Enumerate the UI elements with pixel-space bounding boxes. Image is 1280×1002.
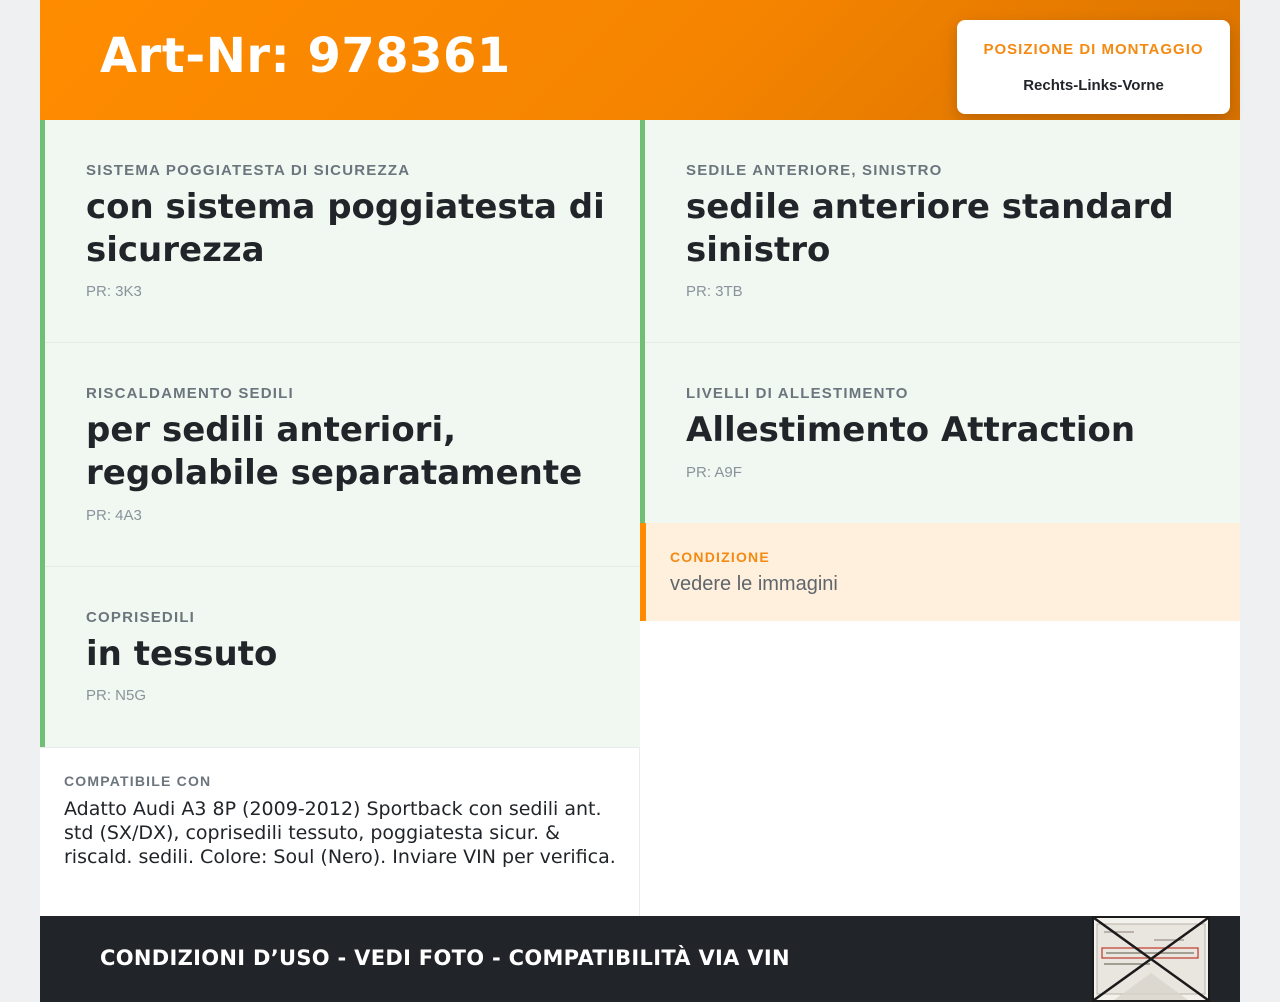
product-sheet <box>40 0 1240 1002</box>
compatibility-label: COMPATIBILE CON <box>64 773 212 789</box>
spec-label: COPRISEDILI <box>86 609 196 626</box>
footer-text: CONDIZIONI D’USO - VEDI FOTO - COMPATIBILITÀ VIA VIN <box>100 946 790 970</box>
spec-value: per sedili anteriori, regolabile separatamente <box>86 410 583 493</box>
row-divider <box>45 566 640 567</box>
spec-pr-code: PR: 3TB <box>686 283 743 300</box>
header-bar <box>40 0 1240 120</box>
condition-label: CONDIZIONE <box>670 549 770 565</box>
spec-cell-seat-heating <box>40 343 640 567</box>
mounting-position-value: Rechts-Links-Vorne <box>1023 77 1164 94</box>
spec-cell-seat-covers <box>40 567 640 747</box>
row-divider <box>645 342 1240 343</box>
spec-pr-code: PR: 3K3 <box>86 283 142 300</box>
footer-bar <box>40 916 1240 1002</box>
spec-cell-headrest <box>40 120 640 343</box>
spec-pr-code: PR: 4A3 <box>86 507 142 524</box>
spec-value: con sistema poggiatesta di sicurezza <box>86 187 605 270</box>
label-photo-thumbnail[interactable] <box>1092 916 1210 1002</box>
spec-pr-code: PR: A9F <box>686 464 742 481</box>
spec-value: sedile anteriore standard sinistro <box>686 187 1174 270</box>
compatibility-text: Adatto Audi A3 8P (2009-2012) Sportback con sedili ant. std (SX/DX), coprisedili tessuto, poggiatesta sicur. & riscald. sedili. Colore: Soul (Nero). Inviare VIN per verifica. <box>64 798 616 868</box>
mounting-position-card <box>957 20 1230 114</box>
compatibility-section <box>40 747 640 916</box>
row-divider <box>45 342 640 343</box>
spec-label: RISCALDAMENTO SEDILI <box>86 385 294 402</box>
condition-box <box>640 523 1240 621</box>
spec-value: Allestimento Attraction <box>686 410 1136 450</box>
spec-cell-trim-level <box>640 343 1240 523</box>
article-number: Art-Nr: 978361 <box>100 28 511 84</box>
spec-cell-front-seat-left <box>640 120 1240 343</box>
part-label-image <box>1094 918 1208 1000</box>
spec-label: SISTEMA POGGIATESTA DI SICUREZZA <box>86 162 411 179</box>
condition-value: vedere le immagini <box>670 573 838 595</box>
spec-label: SEDILE ANTERIORE, SINISTRO <box>686 162 943 179</box>
mounting-position-label: POSIZIONE DI MONTAGGIO <box>983 41 1204 58</box>
spec-pr-code: PR: N5G <box>86 687 147 704</box>
spec-label: LIVELLI DI ALLESTIMENTO <box>686 385 909 402</box>
spec-value: in tessuto <box>86 634 278 674</box>
